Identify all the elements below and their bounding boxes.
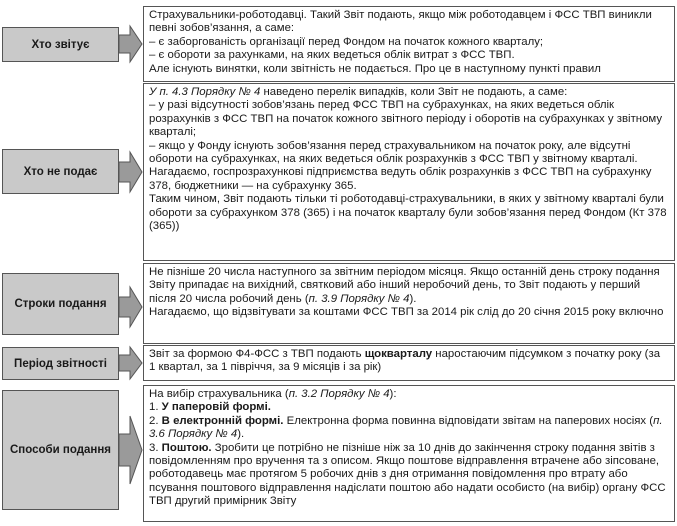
row-label: Хто не подає: [2, 149, 119, 194]
row-content: Страхувальники-роботодавці. Такий Звіт подають, якщо між роботодавцем і ФСС ТВП виникли певні зобов’язання, а саме: – є заборгованість організації перед Фондом на початок кожного кварталу; – є обороти за рахунками, на яких ведеться облік витрат з ФСС ТВП. Але існують винятки, коли звітність не подається. Про це в наступному пункті правил: [143, 6, 675, 82]
arrow-icon: [119, 345, 143, 381]
row-label: Строки подання: [2, 273, 119, 335]
arrow-icon: [119, 414, 143, 486]
row-label: Хто звітує: [2, 27, 119, 62]
row-content: У п. 4.3 Порядку № 4 наведено перелік випадків, коли Звіт не подають, а саме: – у разі відсутності зобов’язань перед ФСС ТВП на субрахунках, на яких ведеться облік розрахунків з ФСС ТВП на початок кожного звітного періоду і оборотів на субрахунках у звітному кварталі; – якщо у Фонду існують зобов’язання перед страхувальником на початок року, але відсутні обороти на субрахунках, на яких ведеться облік розрахунків з ФСС ТВП у звітному кварталі. Нагадаємо, госпрозрахункові підприємства ведуть облік розрахунків з ФСС ТВП на субрахунку 378, бюджетники — на субрахунку 365. Таким чином, Звіт подають тільки ті роботодавці-страхувальники, в яких у звітному кварталі були обороти за субрахунком 378 (365) і на початок кварталу були зобов’язання перед Фондом (Кт 378 (365)): [143, 83, 675, 261]
row-label: Період звітності: [2, 347, 119, 380]
row-label: Способи подання: [2, 390, 119, 510]
row-content: Не пізніше 20 числа наступного за звітним періодом місяця. Якщо останній день строку подання Звіту припадає на вихідний, святковий або інший неробочий день, то Звіт подають у перший після 20 числа робочий день (п. 3.9 Порядку № 4). Нагадаємо, що відзвітувати за коштами ФСС ТВП за 2014 рік слід до 20 січня 2015 року включно: [143, 263, 675, 344]
arrow-icon: [119, 24, 143, 64]
arrow-icon: [119, 285, 143, 329]
row-content: На вибір страхувальника (п. 3.2 Порядку № 4): 1. У паперовій формі. 2. В електронній формі. Електронна форма повинна відповідати звітам на паперових носіях (п. 3.6 Порядку № 4). 3. Поштою. Зробити це потрібно не пізніше ніж за 10 днів до закінчення строку подання звітів з повідомленням про вручення та з описом. Якщо поштове відправлення втрачене або зіпсоване, роботодавець має протягом 5 робочих днів з дня отримання повідомлення про втрату або псування поштового відправлення надіслати поштою або надати особисто (на вибір) органу ФСС ТВП другий примірник Звіту: [143, 385, 675, 522]
row-content: Звіт за формою Ф4-ФСС з ТВП подають щокварталу наростаючим підсумком з початку року (за 1 квартал, за 1 півріччя, за 9 місяців і за рік): [143, 345, 675, 381]
arrow-icon: [119, 150, 143, 194]
